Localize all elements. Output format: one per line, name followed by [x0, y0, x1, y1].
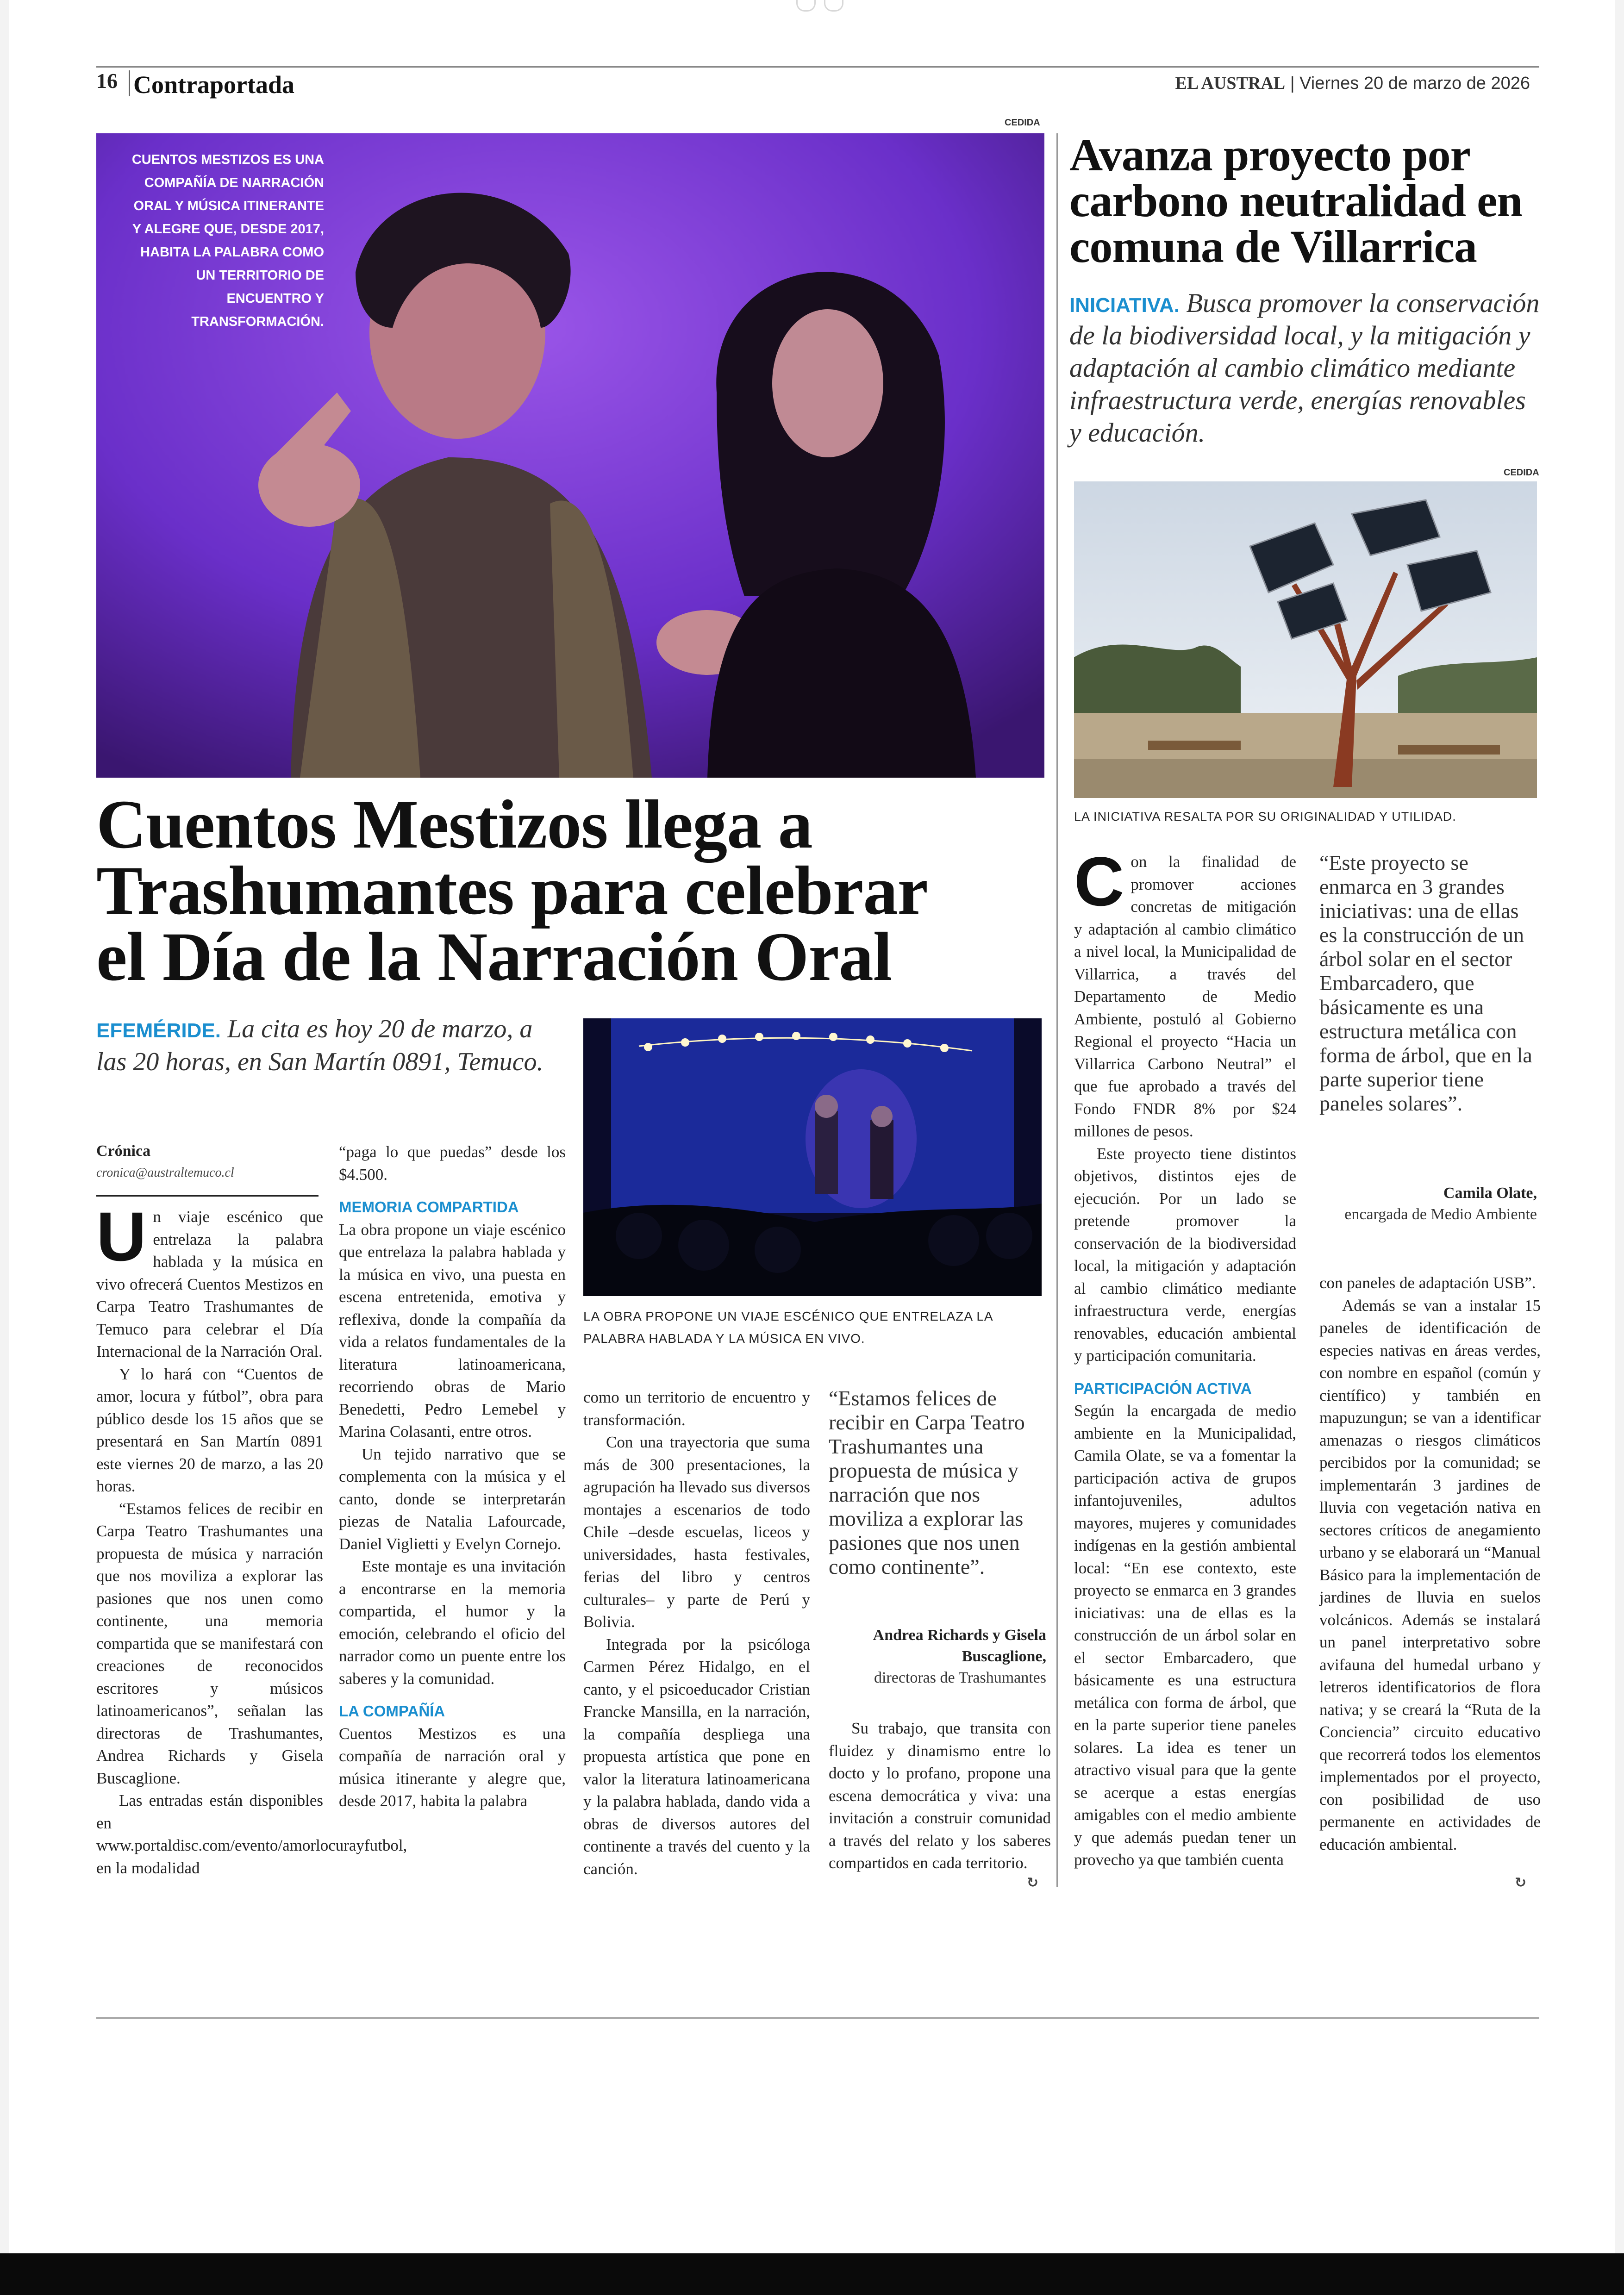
deck-kicker: EFEMÉRIDE.	[96, 1019, 221, 1042]
paragraph: Y lo hará con “Cuentos de amor, locura y fútbol”, obra para público desde los 15 años que se presentará en San Martín 0891 este viernes 20 de marzo, a las 20 horas.	[96, 1365, 323, 1495]
side-quote-attribution	[1319, 1183, 1537, 1225]
paragraph: Según la encargada de medio ambiente en la Municipalidad, Camila Olate, se va a fomentar la participación activa de grupos infantojuveniles, adultos mayores, mujeres y comunidades indígenas en la gestión ambiental local: “En ese contexto, este proyecto se enmarca en 3 grandes iniciativas: una de ellas es la construcción de un árbol solar en el sector Embarcadero, que básicamente es una estructura metálica con forma de árbol, que en la parte superior tiene paneles solares. La idea es tener un atractivo visual para que la gente se acerque a estas energías amigables con el medio ambiente y que además puedan tener un provecho ya que también cuenta	[1074, 1402, 1296, 1869]
paragraph: “paga lo que puedas” desde los $4.500.	[339, 1143, 566, 1184]
subhead-memoria: MEMORIA COMPARTIDA	[339, 1198, 519, 1216]
paragraph: como un territorio de encuentro y transformación.	[583, 1388, 810, 1429]
drop-cap: U	[96, 1197, 147, 1275]
paragraph: Su trabajo, que transita con fluidez y dinamismo entre lo docto y lo profano, propone una escena democrática y viva: una invitación a construir comunidad a través del relato y los saberes compartidos en cada territorio.	[829, 1719, 1051, 1872]
byline-email[interactable]: cronica@australtemuco.cl	[96, 1166, 234, 1180]
paragraph: La obra propone un viaje escénico que entrelaza la palabra hablada y la música en vivo, una puesta en escena entretenida, emotiva y reflexiva, donde la compañía da vida a relatos fundamentales de la literatura latinoamericana, recorriendo obras de Mario Benedetti, Pedro Lemebel y Marina Colasanti, entre otros.	[339, 1220, 566, 1441]
newspaper-name: EL AUSTRAL	[1175, 74, 1286, 93]
page-number: 16	[96, 69, 118, 93]
headline-line: Avanza proyecto por	[1069, 129, 1471, 181]
solar-tree-illustration	[1074, 481, 1537, 798]
header-divider	[129, 70, 130, 96]
paragraph: Con una trayectoria que suma más de 300 presentaciones, la agrupación ha llevado sus diversos montajes a escenarios de todo Chile –desde escuelas, liceos y universidades, hasta festivales, ferias del libro y centros culturales– y parte de Perú y Bolivia.	[583, 1433, 810, 1631]
pager-dot[interactable]	[796, 0, 816, 12]
photo-credit: CEDIDA	[1504, 468, 1539, 478]
side-pull-quote: “Este proyecto se enmarca en 3 grandes iniciativas: una de ellas es la construcción de un árbol solar en el sector Embarcadero, que básicamente es una estructura metálica con forma de árbol, que en la parte superior tiene paneles solares”.	[1319, 851, 1532, 1115]
paragraph: Integrada por la psicóloga Carmen Pérez Hidalgo, en el canto, y el psicoeducador Cristian Francke Mansilla, en la narración, la compañía despliega una propuesta artística que pone en valor la literatura latinoamericana y la palabra hablada, dando vida a obras de diversos autores del continente a través del cuento y la canción.	[583, 1635, 810, 1878]
quote-name: Andrea Richards y Gisela Buscaglione,	[873, 1627, 1046, 1665]
paragraph: Este proyecto tiene distintos objetivos, distintos ejes de ejecución. Por un lado se pretende promover la conservación de la biodiversidad local, la mitigación y adaptación al cambio climático mediante infraestructura verde, energías renovables, educación ambiental y participación comunitaria.	[1074, 1144, 1296, 1365]
photo-credit: CEDIDA	[1005, 118, 1040, 128]
bottom-bar	[0, 2253, 1624, 2295]
paragraph: con paneles de adaptación USB”.	[1319, 1274, 1536, 1292]
paragraph: Cuentos Mestizos es una compañía de narración oral y música itinerante y alegre que, desde 2017, habita la palabra	[339, 1724, 566, 1810]
quote-role: encargada de Medio Ambiente	[1344, 1206, 1537, 1223]
paragraph: on la finalidad de promover acciones concretas de mitigación y adaptación al cambio climático a nivel local, la Municipalidad de Villarrica, a través del Departamento de Medio Ambiente, postuló al Gobierno Regional el proyecto “Hacia un Villarrica Carbono Neutral” el que fue aprobado a través del Fondo FNDR 8% por $24 millones de pesos.	[1074, 853, 1296, 1140]
paragraph: Un tejido narrativo que se complementa con la música y el canto, donde se interpretarán piezas de Natalia Lafourcade, Daniel Viglietti y Evelyn Cornejo.	[339, 1445, 566, 1553]
end-mark-icon: ↻	[1027, 1875, 1039, 1891]
solar-caption: LA INICIATIVA RESALTA POR SU ORIGINALIDAD Y UTILIDAD.	[1074, 810, 1456, 823]
end-mark-icon: ↻	[1515, 1875, 1527, 1891]
section-name: Contraportada	[133, 71, 294, 99]
main-headline	[96, 786, 1050, 995]
main-column-2	[339, 1141, 566, 1813]
deck-kicker: INICIATIVA.	[1069, 294, 1180, 317]
pager-dots[interactable]	[792, 0, 847, 14]
footer-rule	[96, 2017, 1539, 2019]
paragraph: “Estamos felices de recibir en Carpa Teatro Trashumantes una propuesta de música y narración que nos moviliza a explorar las pasiones que nos unen como continente, una memoria compartida que se manifestará con creaciones de reconocidos escritores y músicos latinoamericanos”, señalan las directoras de Trashumantes, Andrea Richards y Gisela Buscaglione.	[96, 1499, 323, 1787]
pager-dot[interactable]	[824, 0, 843, 12]
deck-text: La cita es hoy 20 de marzo, a las 20 horas, en San Martín 0891, Temuco.	[96, 1015, 543, 1076]
drop-cap: C	[1074, 842, 1124, 920]
paragraph: Este montaje es una invitación a encontrarse en la memoria compartida, el humor y la emoción, celebrando el oficio del narrador como un puente entre los saberes y la comunidad.	[339, 1557, 566, 1688]
quote-attribution	[829, 1625, 1046, 1689]
subhead-participacion: PARTICIPACIÓN ACTIVA	[1074, 1379, 1252, 1397]
quote-name: Camila Olate,	[1443, 1185, 1537, 1202]
pull-quote: “Estamos felices de recibir en Carpa Teatro Trashumantes una propuesta de música y narración que nos moviliza a explorar las pasiones que nos unen como continente”.	[829, 1386, 1025, 1578]
headline-line: Trashumantes para celebrar	[96, 852, 928, 929]
side-deck	[1069, 287, 1542, 449]
stage-photo	[583, 1018, 1042, 1296]
quote-role: directoras de Trashumantes	[874, 1669, 1046, 1686]
subhead-compania: LA COMPAÑÍA	[339, 1703, 445, 1720]
side-headline	[1069, 129, 1546, 272]
photo-overlay-caption: CUENTOS MESTIZOS ES UNA COMPAÑÍA DE NARRACIÓN ORAL Y MÚSICA ITINERANTE Y ALEGRE QUE, DESDE 2017, HABITA LA PALABRA COMO UN TERRITORIO DE ENCUENTRO Y TRANSFORMACIÓN.	[131, 152, 324, 329]
headline-line: Cuentos Mestizos llega a	[96, 786, 812, 863]
paragraph: n viaje escénico que entrelaza la palabra hablada y la música en vivo ofrecerá Cuentos Mestizos en Carpa Teatro Trashumantes de Temuco para celebrar el Día Internacional de la Narración Oral.	[96, 1208, 323, 1360]
story-divider	[1056, 133, 1058, 1887]
issue-date: Viernes 20 de marzo de 2026	[1299, 74, 1530, 93]
header-rule	[96, 66, 1539, 68]
newspaper-page	[9, 0, 1615, 2253]
paragraph: Las entradas están disponibles en www.portaldisc.com/evento/amorlocurayfutbol, en la modalidad	[96, 1791, 407, 1877]
main-deck	[96, 1013, 559, 1079]
headline-line: comuna de Villarrica	[1069, 221, 1477, 272]
paragraph: Además se van a instalar 15 paneles de identificación de especies nativas en áreas verdes, con nombre en español (común y científico) y también en mapuzungun; se van a identificar amenazas o riesgos climáticos percibidos por la comunidad; se implementarán 3 jardines de lluvia con vegetación nativa en sectores críticos de anegamiento urbano y se elaborará un “Manual Básico para la implementación de jardines de lluvia en suelos volcánicos. Además se instalará un panel interpretativo sobre avifauna del humedal urbano y letreros identificatorios de flora nativa; y se creará la “Ruta de la Conciencia” circuito educativo que recorrerá todos los elementos implementados por el proyecto, con posibilidad de uso permanente en actividades de educación ambiental.	[1319, 1296, 1541, 1853]
byline: Crónica	[96, 1142, 151, 1160]
side-column-1	[1074, 842, 1296, 1871]
headline-line: el Día de la Narración Oral	[96, 918, 892, 995]
side-column-2	[1319, 1272, 1541, 1856]
stage-caption: LA OBRA PROPONE UN VIAJE ESCÉNICO QUE ENTRELAZA LA PALABRA HABLADA Y LA MÚSICA EN VIVO.	[583, 1309, 993, 1346]
headline-line: carbono neutralidad en	[1069, 175, 1523, 226]
main-column-3	[583, 1386, 810, 1880]
stage-illustration	[583, 1018, 1042, 1296]
main-column-4	[829, 1717, 1051, 1875]
solar-tree-photo	[1074, 481, 1537, 798]
byline-rule	[96, 1195, 319, 1197]
masthead: EL AUSTRAL | Viernes 20 de marzo de 2026	[1175, 74, 1530, 93]
deck-text: Busca promover la conservación de la biodiversidad local, y la mitigación y adaptación al cambio climático mediante infraestructura verde, energías renovables y educación.	[1069, 288, 1540, 448]
